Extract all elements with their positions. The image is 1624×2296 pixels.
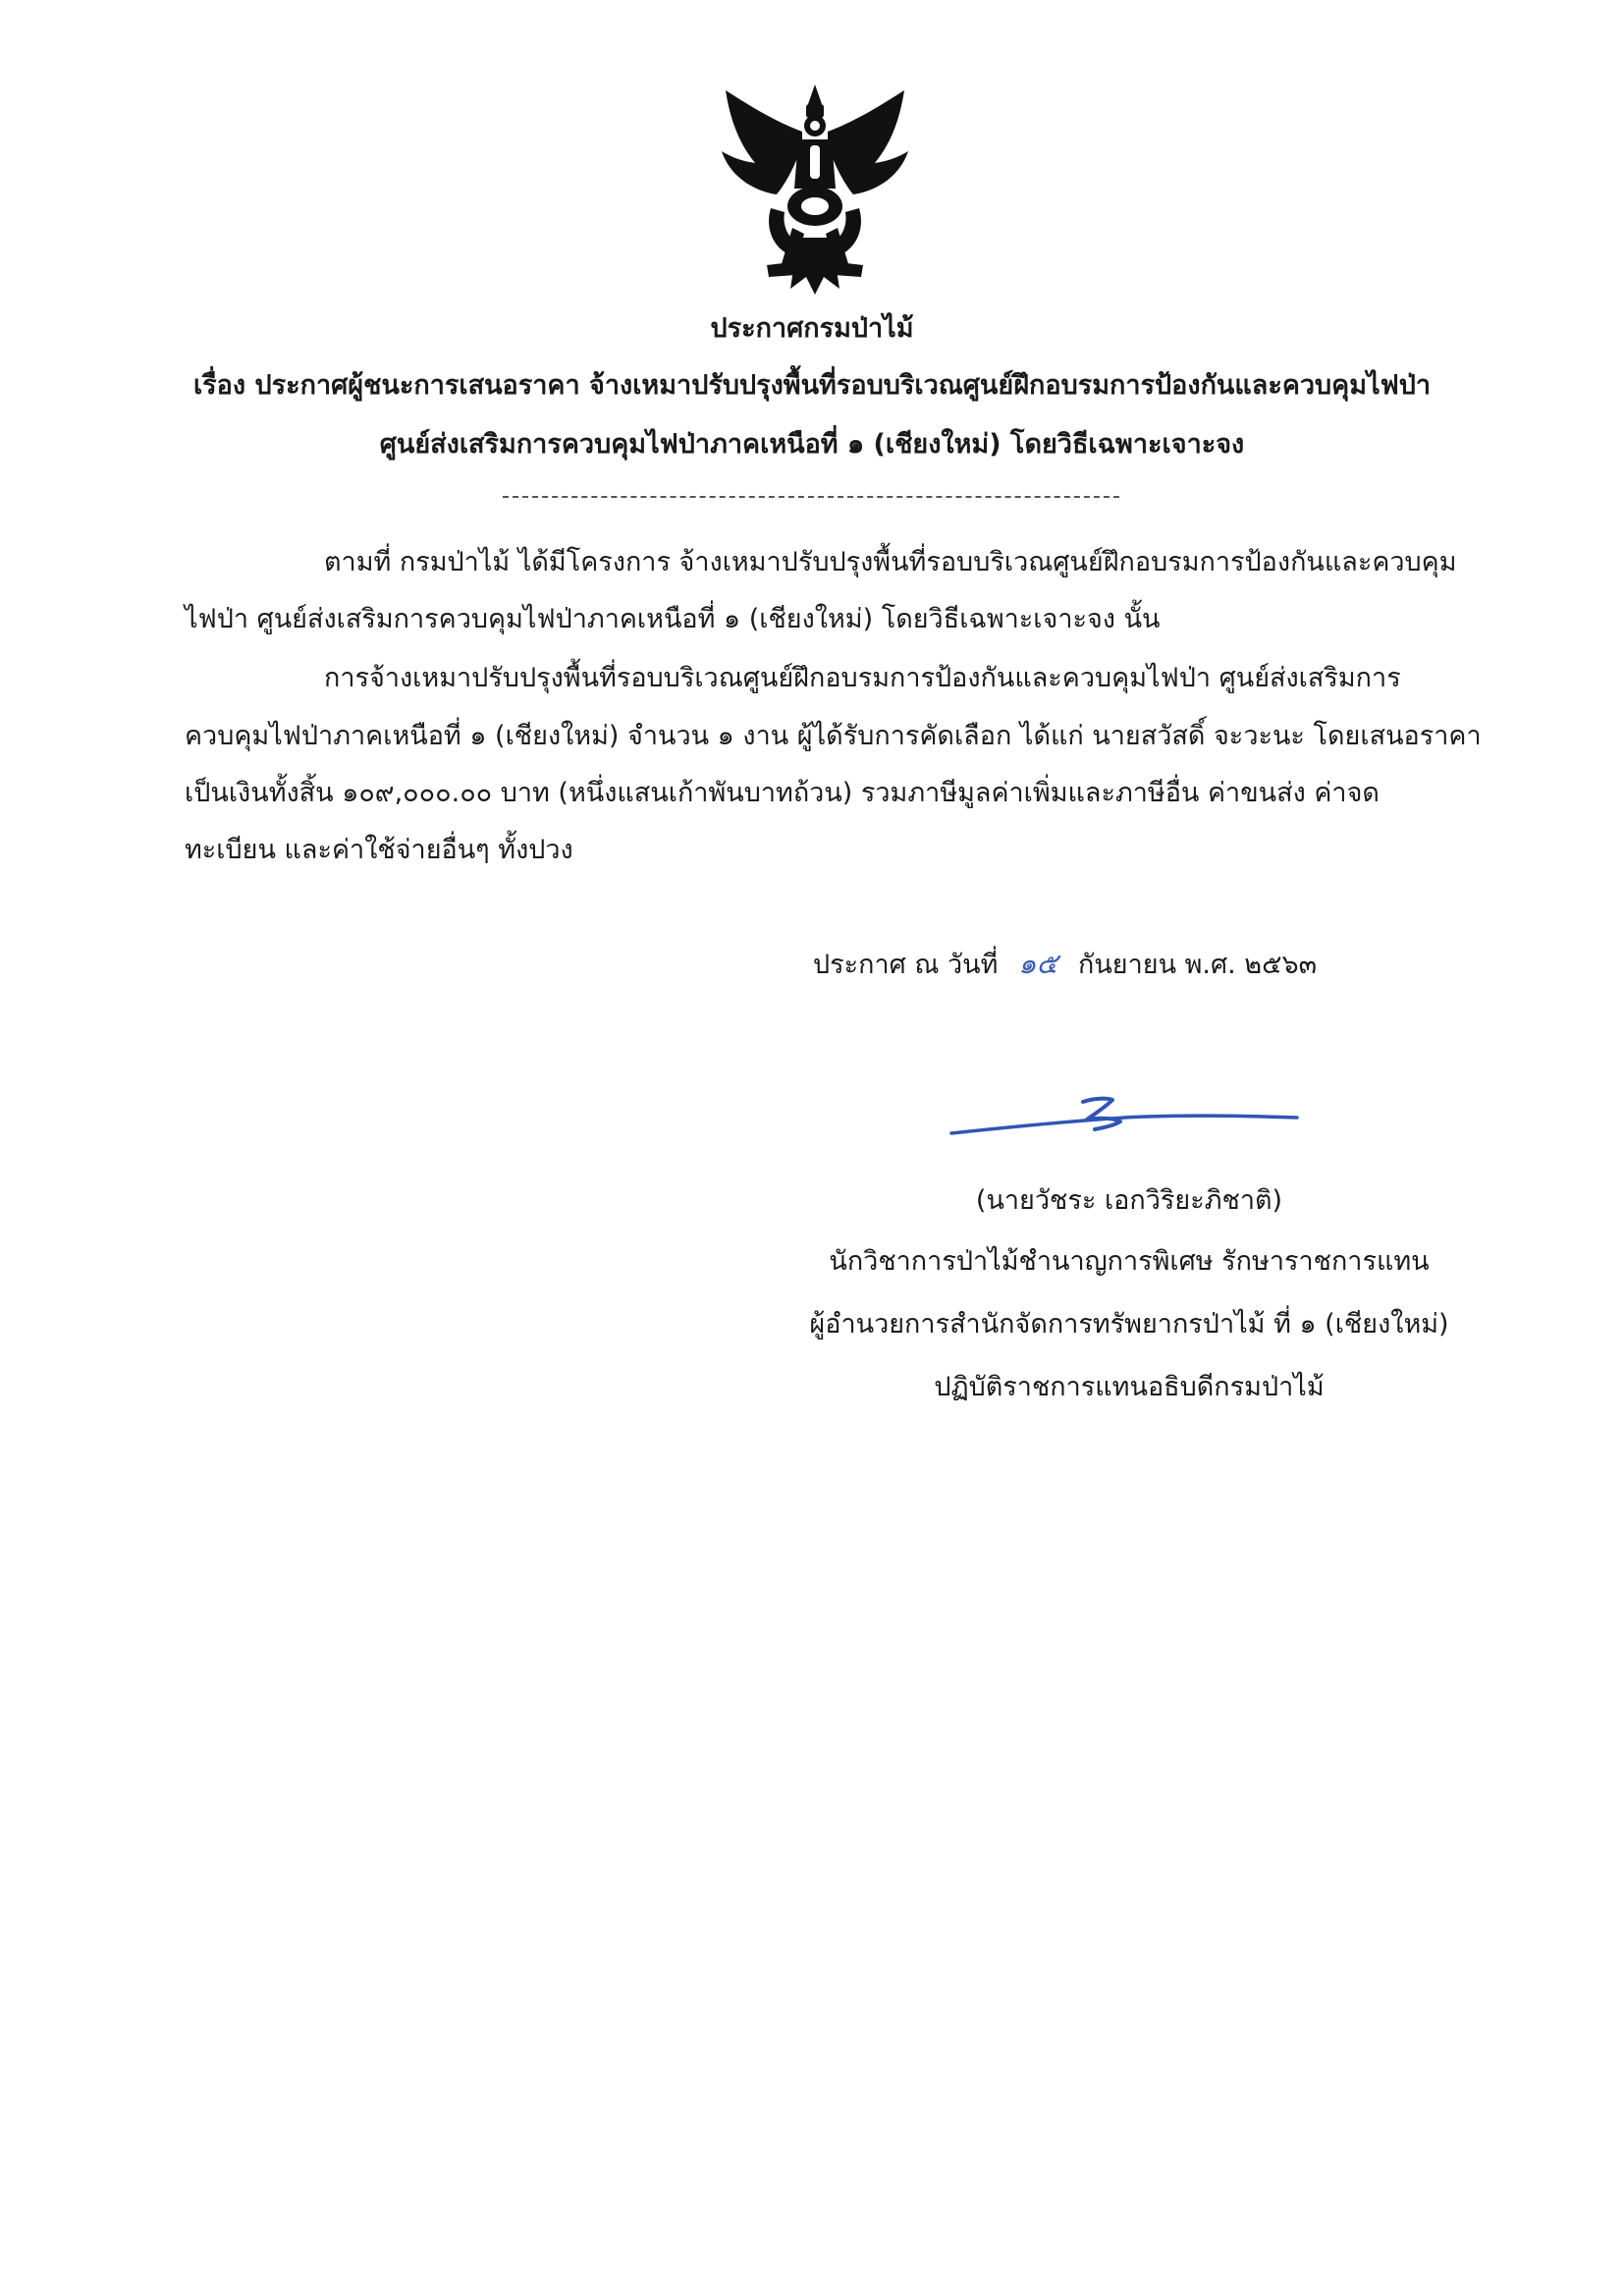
date-suffix: กันยายน พ.ศ. ๒๕๖๓ <box>1077 950 1318 980</box>
paragraph-1-line-2: ไฟป่า ศูนย์ส่งเสริมการควบคุมไฟป่าภาคเหนือที่ ๑ (เชียงใหม่) โดยวิธีเฉพาะเจาะจง นั้น <box>185 604 1161 634</box>
signatory-position-2: ผู้อำนวยการสำนักจัดการทรัพยากรป่าไม้ ที่ ๑ (เชียงใหม่) <box>809 1309 1449 1339</box>
paragraph-2-line-3: เป็นเงินทั้งสิ้น ๑๐๙,๐๐๐.๐๐ บาท (หนึ่งแสนเก้าพันบาทถ้วน) รวมภาษีมูลค่าเพิ่มและภาษีอื่น ค่าขนส่ง ค่าจด <box>185 778 1380 808</box>
dashed-divider <box>503 496 1119 498</box>
paragraph-2-line-2: ควบคุมไฟป่าภาคเหนือที่ ๑ (เชียงใหม่) จำนวน ๑ งาน ผู้ได้รับการคัดเลือก ได้แก่ นายสวัสดิ์ จะวะนะ โดยเสนอราคา <box>185 721 1482 751</box>
garuda-emblem-icon <box>712 81 918 299</box>
paragraph-2-line-1: การจ้างเหมาปรับปรุงพื้นที่รอบบริเวณศูนย์ฝึกอบรมการป้องกันและควบคุมไฟป่า ศูนย์ส่งเสริมการ <box>324 663 1401 693</box>
announcement-title: ประกาศกรมป่าไม้ <box>710 313 914 344</box>
paragraph-1-line-1: ตามที่ กรมป่าไม้ ได้มีโครงการ จ้างเหมาปรับปรุงพื้นที่รอบบริเวณศูนย์ฝึกอบรมการป้องกันและควบคุม <box>324 547 1457 577</box>
signatory-position-1: นักวิชาการป่าไม้ชำนาญการพิเศษ รักษาราชการแทน <box>829 1246 1430 1277</box>
handwritten-signature <box>947 1088 1301 1147</box>
paragraph-2-line-4: ทะเบียน และค่าใช้จ่ายอื่นๆ ทั้งปวง <box>185 835 573 865</box>
date-prefix: ประกาศ ณ วันที่ <box>813 950 999 980</box>
subject-line-2: ศูนย์ส่งเสริมการควบคุมไฟป่าภาคเหนือที่ ๑ (เชียงใหม่) โดยวิธีเฉพาะเจาะจง <box>379 429 1245 460</box>
announcement-date <box>813 941 1317 986</box>
date-day-handwritten: ๑๕ <box>1018 947 1058 980</box>
signatory-name: (นายวัชระ เอกวิริยะภิชาติ) <box>975 1185 1283 1216</box>
signatory-position-3: ปฏิบัติราชการแทนอธิบดีกรมป่าไม้ <box>934 1372 1325 1402</box>
subject-line-1: เรื่อง ประกาศผู้ชนะการเสนอราคา จ้างเหมาปรับปรุงพื้นที่รอบบริเวณศูนย์ฝึกอบรมการป้องกันและควบคุมไฟป่า <box>192 370 1432 401</box>
